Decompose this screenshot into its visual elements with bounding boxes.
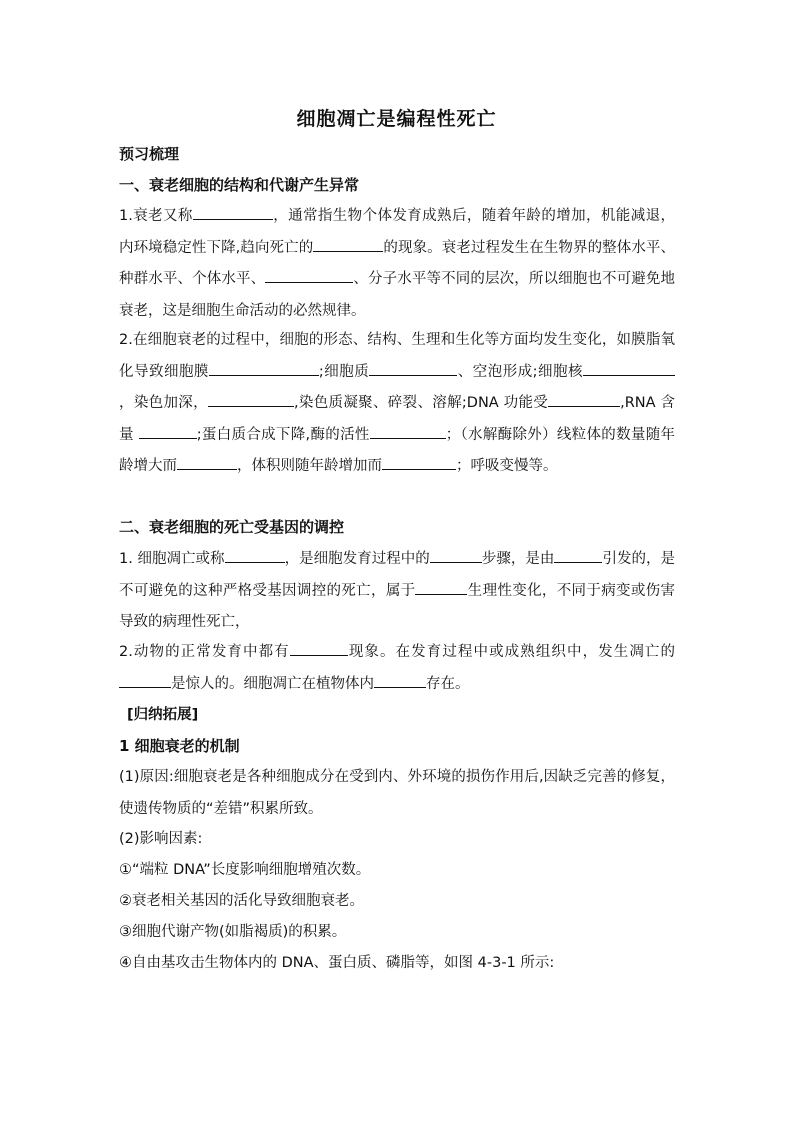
text-run: ，体积则随年龄增加而 [237,458,382,474]
fill-blank[interactable] [290,639,348,656]
text-run: 的现象。衰老过程发生在生物界的整体水平、种群水平、个体水平、 [119,239,676,287]
text-run: ；呼吸变慢等。 [456,458,558,474]
text-run: 是惊人的。细胞凋亡在植物体内 [171,675,374,692]
fill-blank[interactable] [369,359,457,376]
fill-blank[interactable] [430,546,482,563]
text-run: 1. 细胞凋亡或称 [119,551,225,567]
text-run: ,染色质凝聚、碎裂、溶解;DNA 功能受 [293,395,549,411]
fill-blank[interactable] [177,453,237,470]
fill-blank[interactable] [208,390,294,407]
fill-blank[interactable] [583,359,675,376]
fill-blank[interactable] [265,266,353,283]
paragraph-aging-definition [119,201,675,327]
text-run: 2.在细胞衰老的过程中，细胞的形态、结构、生理和生化等方面均发生变化，如膜脂氧化导致细胞膜 [119,332,675,380]
text-run: 、分子水平等不同的层次，所以细胞也不可避免地衰老，这是细胞生命活动的必然规律。 [119,271,675,319]
factor-item-1: ①“端粒 DNA”长度影响细胞增殖次数。 [119,862,371,878]
preview-heading: 预习梳理 [119,145,180,163]
cause-paragraph: (1)原因:细胞衰老是各种细胞成分在受到内、外环境的损伤作用后,因缺乏完善的修复，使遗传物质的“差错”积累所致。 [119,769,675,817]
fill-blank[interactable] [225,546,285,563]
factor-item-4: ④自由基攻击生物体内的 DNA、蛋白质、磷脂等，如图 4-3-1 所示: [119,955,555,971]
page-title: 细胞凋亡是编程性死亡 [296,108,497,130]
text-run: 2.动物的正常发育中都有 [119,644,290,660]
factors-label: (2)影响因素: [119,831,203,847]
section1-heading: 一、衰老细胞的结构和代谢产生异常 [119,176,360,194]
text-run: ，是细胞发育过程中的 [284,551,430,567]
fill-blank[interactable] [313,235,383,252]
text-run: 1.衰老又称 [119,208,193,224]
fill-blank[interactable] [193,203,273,220]
expand-heading: [归纳拓展] [127,707,199,723]
text-run: 现象。在发育过程中或成熟组织中，发生凋亡的 [347,644,675,660]
text-run: ，通常指生物个体发育成熟后，随着年龄的增加，机能减退，内环境稳定性下降,趋向死亡的 [119,208,675,256]
text-run: ;蛋白质合成下降,酶的活性 [196,426,370,443]
text-run: 存在。 [426,675,470,692]
fill-blank[interactable] [139,422,197,439]
text-run: ,RNA 含量 [119,395,676,443]
fill-blank[interactable] [415,578,467,595]
factor-item-2: ②衰老相关基因的活化导致细胞衰老。 [119,893,364,909]
fill-blank[interactable] [370,422,446,439]
paragraph-aging-changes [119,325,675,483]
text-run: 引发的，是不可避免的这种严格受基因调控的死亡，属于 [119,551,676,599]
paragraph-apoptosis [119,544,675,639]
fill-blank[interactable] [209,359,319,376]
fill-blank[interactable] [374,671,426,688]
section2-heading: 二、衰老细胞的死亡受基因的调控 [119,518,345,536]
text-run: 生理性变化，不同于病变或伤害导致的病理性死亡， [119,582,675,630]
fill-blank[interactable] [119,671,171,688]
mechanism-heading: 1 细胞衰老的机制 [119,737,240,755]
text-run: ;细胞质 [318,363,370,380]
paragraph-animal-development [119,637,675,700]
text-run: ，染色加深， [119,395,208,411]
fill-blank[interactable] [382,453,456,470]
fill-blank[interactable] [554,546,602,563]
fill-blank[interactable] [548,390,620,407]
factor-item-3: ③细胞代谢产物(如脂褐质)的积累。 [119,924,347,940]
text-run: ；（水解酶除外）线粒体的数量随年龄增大而 [119,426,676,474]
text-run: 、空泡形成;细胞核 [457,363,584,380]
text-run: 步骤，是由 [481,551,555,567]
